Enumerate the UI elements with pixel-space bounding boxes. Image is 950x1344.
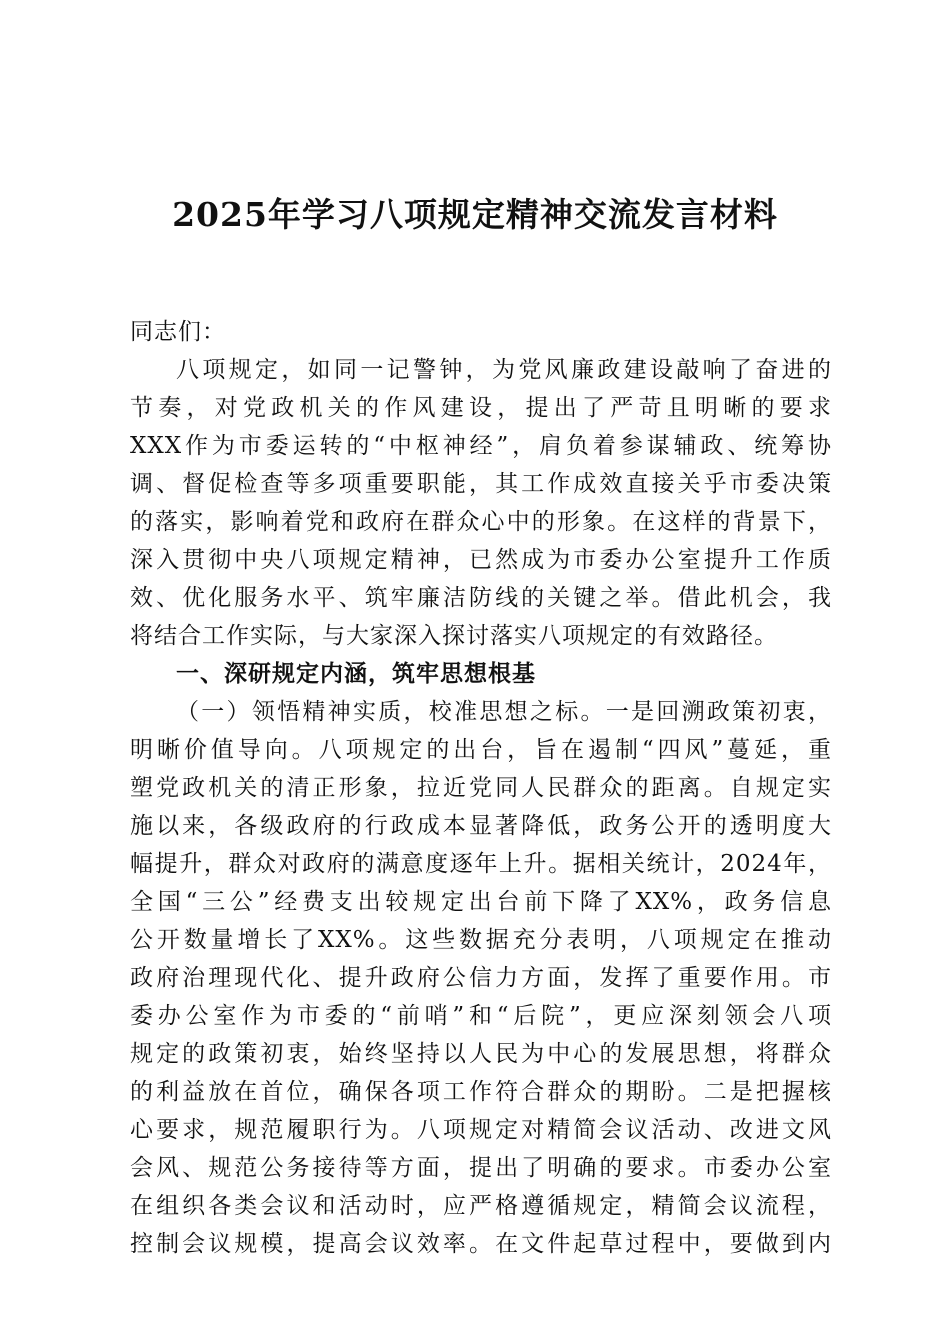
salutation-line: 同志们： [130, 319, 226, 345]
paragraph-line: 心要求，规范履职行为。八项规定对精简会议活动、改进文风 [130, 1117, 832, 1143]
paragraph-line: 效、优化服务水平、筑牢廉洁防线的关键之举。借此机会，我 [130, 585, 832, 611]
paragraph-line: 全国“三公”经费支出较规定出台前下降了XX%，政务信息 [130, 889, 832, 915]
section-heading: 一、深研规定内涵，筑牢思想根基 [176, 661, 536, 687]
paragraph-line: 会风、规范公务接待等方面，提出了明确的要求。市委办公室 [130, 1155, 832, 1181]
paragraph-line: 深入贯彻中央八项规定精神，已然成为市委办公室提升工作质 [130, 547, 832, 573]
paragraph-line: XXX作为市委运转的“中枢神经”，肩负着参谋辅政、统筹协 [130, 433, 832, 459]
paragraph-line: 八项规定，如同一记警钟，为党风廉政建设敲响了奋进的 [176, 357, 832, 383]
paragraph-line: 节奏，对党政机关的作风建设，提出了严苛且明晰的要求 [130, 395, 832, 421]
paragraph-line: 明晰价值导向。八项规定的出台，旨在遏制“四风”蔓延，重 [130, 737, 832, 763]
paragraph-line: 将结合工作实际，与大家深入探讨落实八项规定的有效路径。 [130, 623, 778, 649]
paragraph-line: 委办公室作为市委的“前哨”和“后院”，更应深刻领会八项 [130, 1003, 832, 1029]
paragraph-line: 政府治理现代化、提升政府公信力方面，发挥了重要作用。市 [130, 965, 832, 991]
paragraph-line: 的落实，影响着党和政府在群众心中的形象。在这样的背景下， [130, 509, 832, 535]
document-title: 2025年学习八项规定精神交流发言材料 [172, 195, 778, 234]
paragraph-line: 控制会议规模，提高会议效率。在文件起草过程中，要做到内 [130, 1231, 832, 1257]
paragraph-line: 幅提升，群众对政府的满意度逐年上升。据相关统计，2024年， [130, 851, 832, 877]
paragraph-line: （一）领悟精神实质，校准思想之标。一是回溯政策初衷， [176, 699, 832, 725]
paragraph-line: 塑党政机关的清正形象，拉近党同人民群众的距离。自规定实 [130, 775, 832, 801]
paragraph-line: 公开数量增长了XX%。这些数据充分表明，八项规定在推动 [130, 927, 832, 953]
paragraph-line: 在组织各类会议和活动时，应严格遵循规定，精简会议流程， [130, 1193, 832, 1219]
paragraph-line: 施以来，各级政府的行政成本显著降低，政务公开的透明度大 [130, 813, 832, 839]
paragraph-line: 规定的政策初衷，始终坚持以人民为中心的发展思想，将群众 [130, 1041, 832, 1067]
paragraph-line: 的利益放在首位，确保各项工作符合群众的期盼。二是把握核 [130, 1079, 832, 1105]
paragraph-line: 调、督促检查等多项重要职能，其工作成效直接关乎市委决策 [130, 471, 832, 497]
document-body [130, 313, 832, 1263]
